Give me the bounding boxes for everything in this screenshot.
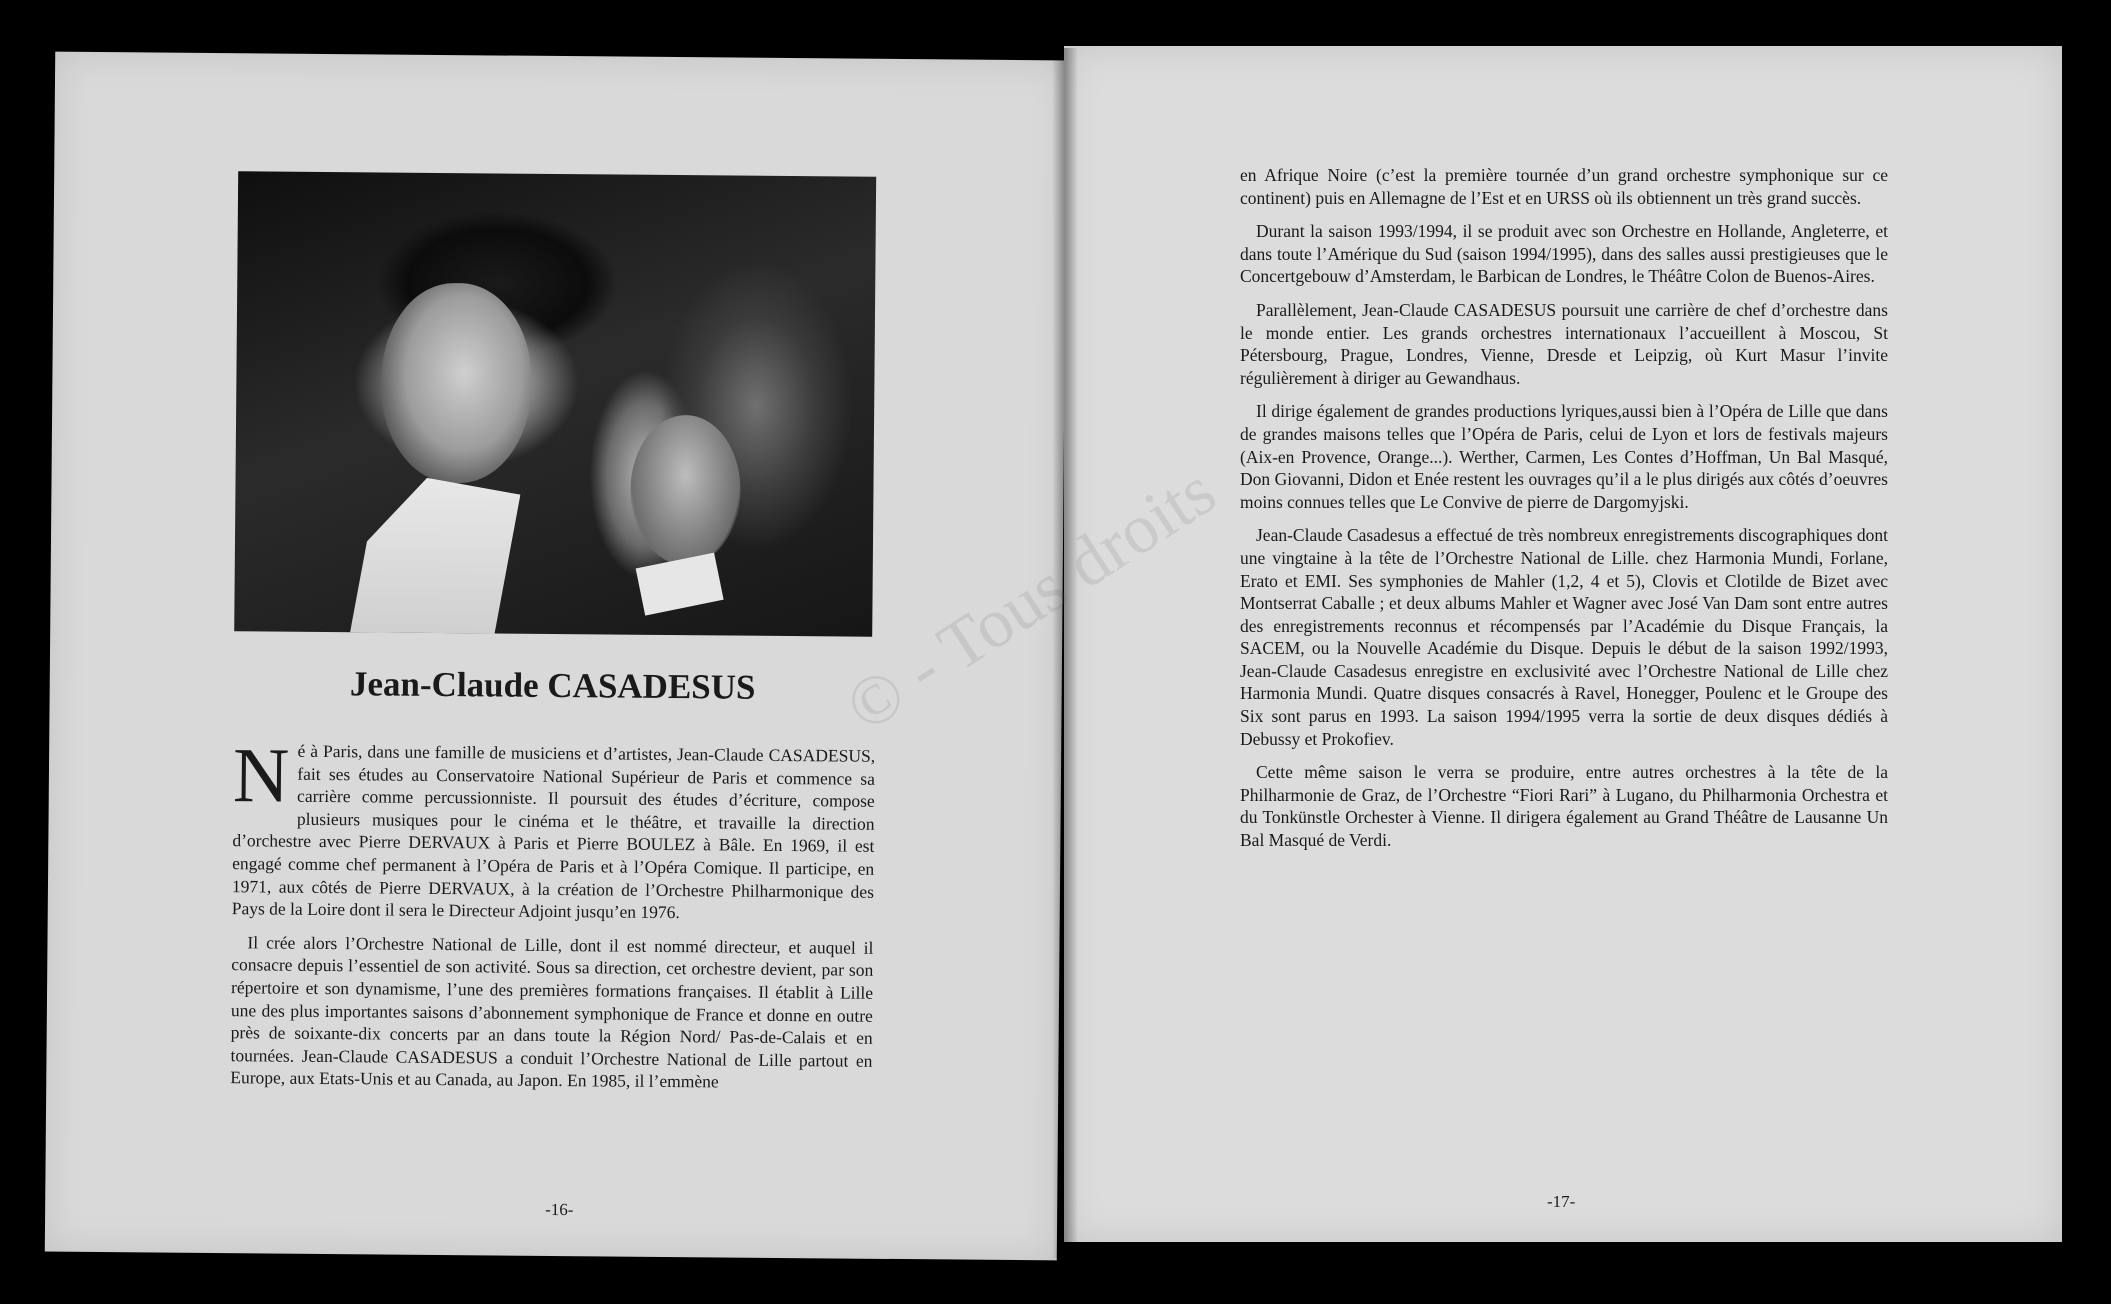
right-paragraph-2: Durant la saison 1993/1994, il se produit avec son Orchestre en Hollande, Angleterre, et dans toute l’Amérique du Sud (saison 1994/1995), dans des salles aussi prestigieuses que le Concertgebouw d’Amsterdam, le Barbican de Londres, le Théâtre Colon de Buenos-Aires. <box>1240 221 1888 287</box>
book-gutter <box>1052 48 1078 1258</box>
page-number-left: -16- <box>545 1199 574 1220</box>
photo-shirt <box>349 477 520 637</box>
right-page <box>1064 46 2062 1242</box>
right-paragraph-3: Parallèlement, Jean-Claude CASADESUS poursuit une carrière de chef d’orchestre dans le monde entier. Les grands orchestres internationaux l’accueillent à Moscou, St Pétersbourg, Prague, Londres, Vienne, Dresde et Leipzig, où Kurt Masur l’invite régulièrement à diriger au Gewandhaus. <box>1240 299 1888 388</box>
drop-cap: N <box>232 731 290 819</box>
right-paragraph-6: Cette même saison le verra se produire, entre autres orchestres à la tête de la Philharmonie de Graz, de l’Orchestre “Fiori Rari” à Lugano, du Philharmonia Orchestra et du Tonkünstle Orchester à Vienne. Il dirigera également au Grand Théâtre de Lausanne Un Bal Masqué de Verdi. <box>1240 762 1888 851</box>
right-paragraph-4: Il dirige également de grandes productions lyriques,aussi bien à l’Opéra de Lille que dans de grandes maisons telles que l’Opéra de Paris, celui de Lyon et lors de festivals majeurs (Aix-en Provence, Orange...). Werther, Carmen, Les Contes d’Hoffman, Un Bal Masqué, Don Giovanni, Didon et Enée restent les ouvrages qu’il a le plus dirigés aux côtés d’oeuvres moins connues telles que Le Convive de pierre de Dargomyjski. <box>1240 401 1888 512</box>
left-page <box>45 52 1067 1261</box>
left-paragraph-1 <box>231 731 876 925</box>
right-paragraph-5: Jean-Claude Casadesus a effectué de très nombreux enregistrements discographiques dont une vingtaine à la tête de l’Orchestre National de Lille. chez Harmonia Mundi, Forlane, Erato et EMI. Ses symphonies de Mahler (1,2, 4 et 5), Clovis et Clotilde de Bizet avec Montserrat Caballe ; et deux albums Mahler et Wagner avec José Van Dam sont entre autres des enregistrements reconnus et récompensés par l’Académie du Disque Français, la SACEM, ou la Nouvelle Académie du Disque. Depuis le début de la saison 1992/1993, Jean-Claude Casadesus enregistre en exclusivité avec l’Orchestre National de Lille chez Harmonia Mundi. Quatre disques consacrés à Ravel, Honegger, Poulenc et le Groupe des Six sont parus en 1993. La saison 1994/1995 verra la sortie de deux disques dédiés à Debussy et Prokofiev. <box>1240 525 1888 749</box>
left-paragraph-2: Il crée alors l’Orchestre National de Lille, dont il est nommé directeur, et auquel il consacre depuis l’essentiel de son activité. Sous sa direction, cet orchestre devient, par son répertoire et son dynamisme, l’une des premières formations françaises. Il établit à Lille une des plus importantes saisons d’abonnement symphonique de France et donne en outre près de soixante-dix concerts par an dans toute la Région Nord/ Pas-de-Calais et en tournées. Jean-Claude CASADESUS a conduit l’Orchestre National de Lille partout en Europe, aux Etats-Unis et au Canada, au Japon. En 1985, il l’emmène <box>230 932 874 1092</box>
photo-hand <box>630 415 741 566</box>
photo-face <box>381 282 533 483</box>
conductor-photo <box>234 171 876 637</box>
photo-cuff <box>636 553 724 616</box>
right-paragraph-1: en Afrique Noire (c’est la première tournée d’un grand orchestre symphonique sur ce continent) puis en Allemagne de l’Est et en URSS où ils obtiennent un très grand succès. <box>1240 165 1888 208</box>
left-column <box>230 731 876 1105</box>
left-paragraph-1-text: é à Paris, dans une famille de musiciens et d’artistes, Jean-Claude CASADESUS, fait ses études au Conservatoire National Supérieur de Paris et commence sa carrière comme percussionniste. Il poursuit des études d’écriture, compose plusieurs musiques pour le cinéma et le théâtre, et travaille la direction d’orchestre avec Pierre DERVAUX à Paris et Pierre BOULEZ à Bâle. En 1969, il est engagé comme chef permanent à l’Opéra de Paris et à l’Opéra Comique. Il participe, en 1971, aux côtés de Pierre DERVAUX, à la création de l’Orchestre Philharmonique des Pays de la Loire dont il sera le Directeur Adjoint jusqu’en 1976. <box>231 740 876 923</box>
right-column <box>1240 164 1888 863</box>
page-number-right: -17- <box>1547 1192 1576 1211</box>
page-title: Jean-Claude CASADESUS <box>349 664 756 707</box>
